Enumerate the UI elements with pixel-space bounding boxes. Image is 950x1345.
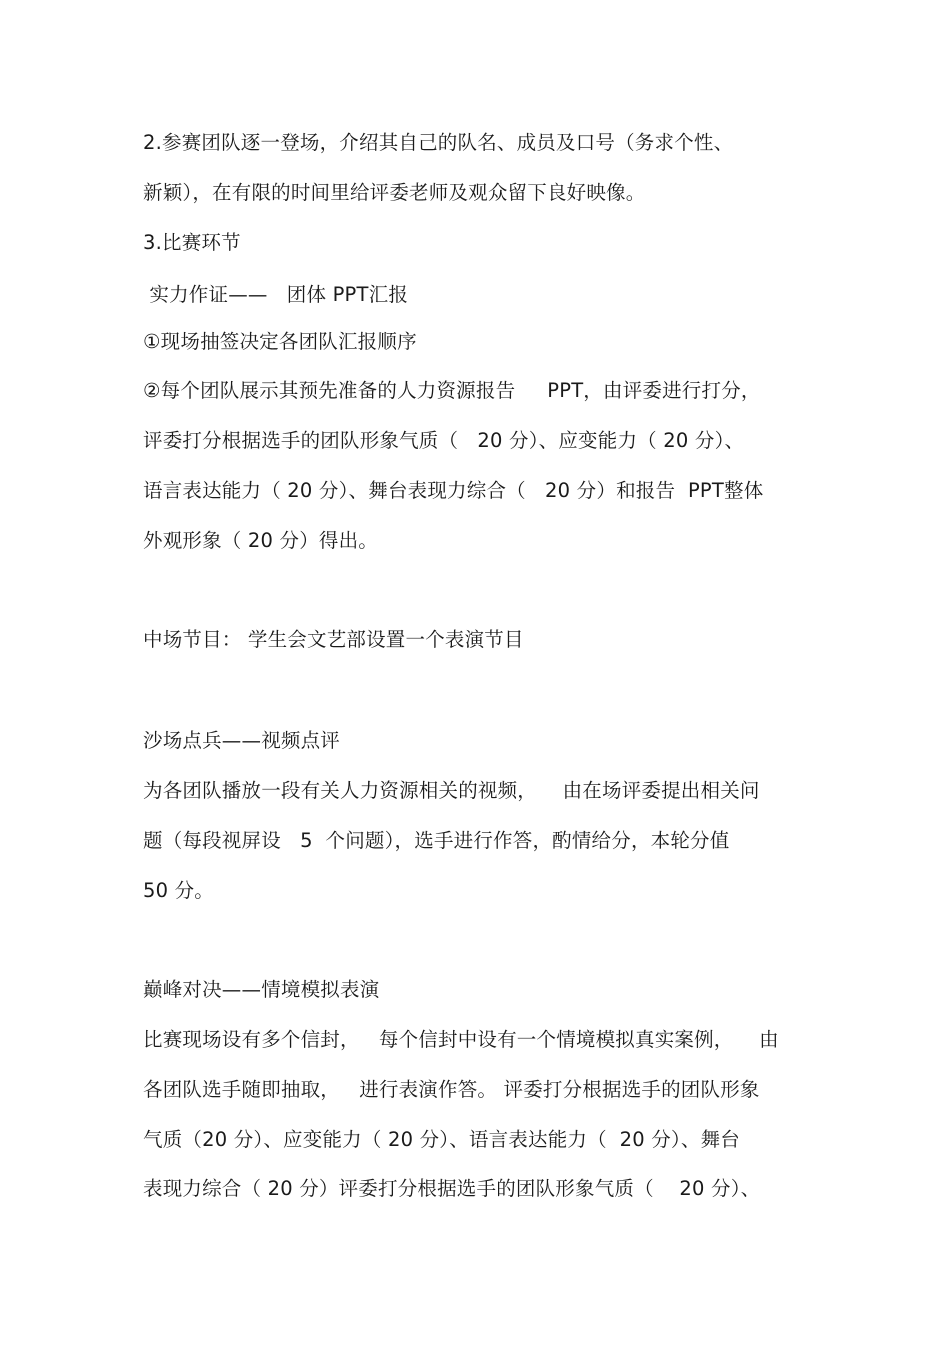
paragraph-line: 比赛现场设有多个信封， 每个信封中设有一个情境模拟真实案例， 由 [143,1028,779,1051]
paragraph-line: 表现力综合（ 20 分）评委打分根据选手的团队形象气质（ 20 分）、 [143,1177,761,1200]
section-heading: 3.比赛环节 [143,231,241,254]
paragraph-line: 为各团队播放一段有关人力资源相关的视频， 由在场评委提出相关问 [143,779,760,802]
paragraph-line: 2.参赛团队逐一登场，介绍其自己的队名、成员及口号（务求个性、 [143,131,734,154]
paragraph-line: 各团队选手随即抽取， 进行表演作答。 评委打分根据选手的团队形象 [143,1078,760,1101]
paragraph-line: 气质（20 分）、应变能力（ 20 分）、语言表达能力（ 20 分）、舞台 [143,1128,740,1151]
paragraph-line: 新颖），在有限的时间里给评委老师及观众留下良好映像。 [143,181,646,204]
paragraph-line: 50 分。 [143,879,215,902]
subsection-heading: 沙场点兵——视频点评 [143,729,341,752]
paragraph-line: 外观形象（ 20 分）得出。 [143,529,379,552]
paragraph-line: 语言表达能力（ 20 分）、舞台表现力综合（ 20 分）和报告 PPT整体 [143,479,764,502]
paragraph-line: 题（每段视屏设 5 个问题），选手进行作答，酌情给分，本轮分值 [143,829,730,852]
subsection-heading: 中场节目： 学生会文艺部设置一个表演节目 [143,628,524,651]
list-item: ①现场抽签决定各团队汇报顺序 [143,330,417,353]
subsection-heading: 巅峰对决——情境模拟表演 [143,978,380,1001]
paragraph-line: 评委打分根据选手的团队形象气质（ 20 分）、应变能力（ 20 分）、 [143,429,745,452]
subsection-heading: 实力作证—— 团体 PPT汇报 [143,283,409,306]
list-item: ②每个团队展示其预先准备的人力资源报告 PPT，由评委进行打分， [143,379,761,402]
